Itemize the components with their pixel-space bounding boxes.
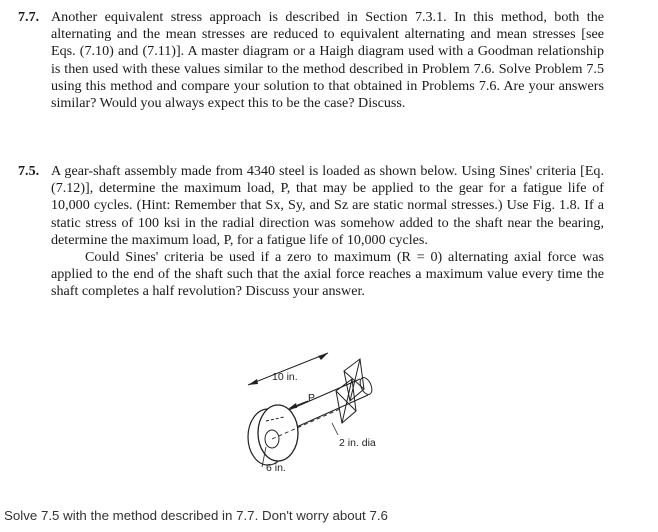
shaft-bottom-edge [292,395,368,429]
gear-shaft-figure [232,345,392,480]
problem-paragraph-1: A gear-shaft assembly made from 4340 steel is loaded as shown below. Using Sines' criteria [Eq. (7.12)], determine the maximum load, P, that may be applied to the gear for a fatigue life of 10,000 cycles. (Hint: Remember that Sx, Sy, and Sz are static normal stresses.) Use Fig. 1.8. If a static stress of 100 ksi in the radial direction was somehow added to the shaft near the bearing, determine the maximum load, P, for a fatigue life of 10,000 cycles. [51,163,604,248]
length-label: 10 in. [272,371,298,383]
problem-number: 7.5. [18,163,40,179]
problem-paragraph-2: Could Sines' criteria be used if a zero to maximum (R = 0) alternating axial force was applied to the end of the shaft such that the axial force reaches a maximum value every time the shaft completes a half revolution? Discuss your answer. [51,249,604,300]
problem-body [51,163,604,301]
problem-text: Another equivalent stress approach is described in Section 7.3.1. In this method, both the alternating and the mean stresses are reduced to equivalent alternating and mean stresses [see Eqs. (7.10) and (7.11)]. A master diagram or a Haigh diagram used with a Goodman relationship is then used with these values similar to the method described in Problem 7.6. Solve Problem 7.5 using this method and compare your solution to that obtained in Problems 7.6. Are your answers similar? Would you always expect this to be the case? Discuss. [51,9,604,112]
gear-shaft-drawing [232,345,392,480]
diameter-leader [332,423,338,435]
load-label: P [308,392,316,404]
problem-7-7 [18,9,604,112]
problem-number: 7.7. [18,9,40,25]
radius-label: 6 in. [266,462,286,474]
arrow-left-icon [248,379,258,385]
student-comment: Solve 7.5 with the method described in 7.7. Don't worry about 7.6 [4,508,388,523]
diameter-label: 2 in. dia [339,437,376,449]
load-arrow-icon [288,403,297,409]
problem-7-5 [18,163,604,301]
bearing-support-icon [336,359,364,423]
arrow-right-icon [318,353,328,360]
gear-face [258,405,298,461]
